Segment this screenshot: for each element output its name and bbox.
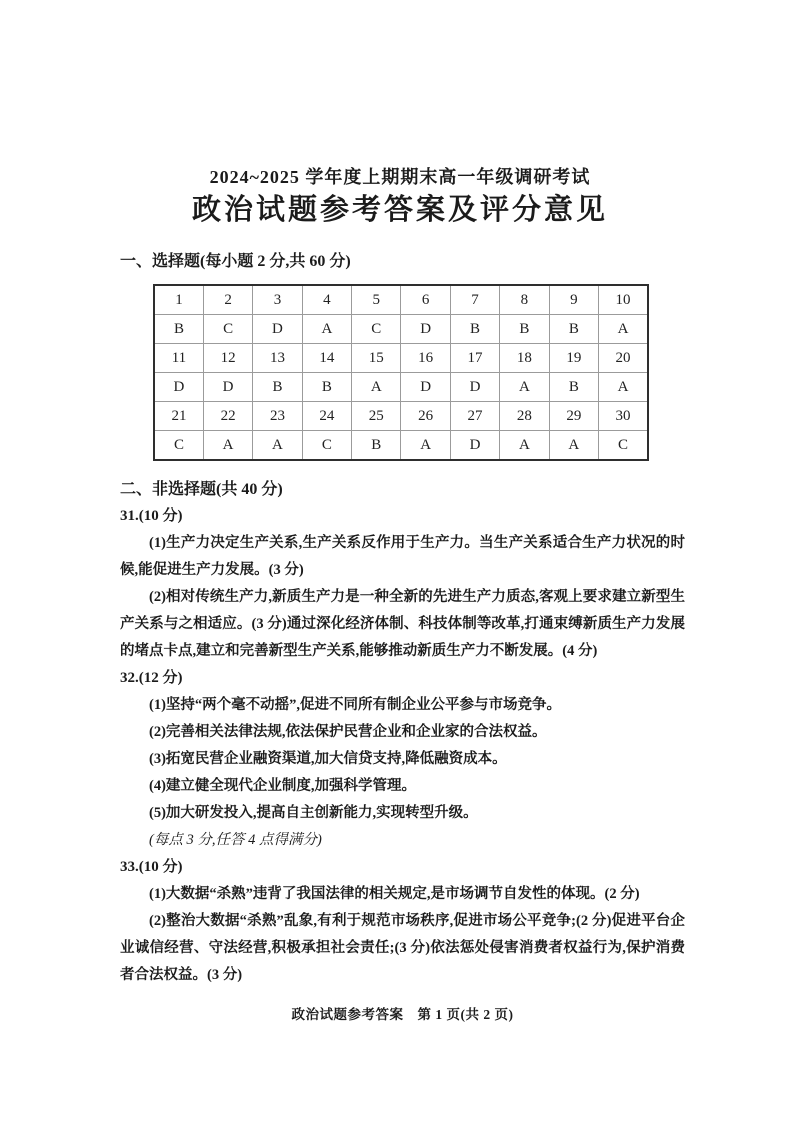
answer-table: [153, 284, 649, 461]
q32-point-4: (4)建立健全现代企业制度,加强科学管理。: [149, 778, 417, 794]
answer-table-row: [154, 315, 648, 344]
answer-cell: A: [500, 373, 549, 402]
answer-cell: A: [599, 315, 648, 344]
answer-cell: 20: [599, 344, 648, 373]
answer-table-row: [154, 373, 648, 402]
q32-point-1: (1)坚持“两个毫不动摇”,促进不同所有制企业公平参与市场竞争。: [149, 697, 562, 713]
answer-cell: A: [203, 431, 252, 461]
answer-cell: 28: [500, 402, 549, 431]
answer-cell: 19: [549, 344, 598, 373]
answer-table-row: [154, 402, 648, 431]
answer-cell: 21: [154, 402, 203, 431]
answer-cell: 13: [253, 344, 302, 373]
q33-answer-part1: (1)大数据“杀熟”违背了我国法律的相关规定,是市场调节自发性的体现。(2 分): [149, 886, 640, 902]
answer-cell: B: [549, 315, 598, 344]
answer-cell: C: [352, 315, 401, 344]
answer-cell: 16: [401, 344, 450, 373]
answer-cell: 6: [401, 285, 450, 315]
answer-cell: D: [450, 373, 499, 402]
answer-table-row: [154, 285, 648, 315]
q31-label: 31.(10 分): [120, 508, 183, 524]
answer-cell: 14: [302, 344, 351, 373]
section-nonchoice-heading: 二、非选择题(共 40 分): [120, 481, 283, 498]
answer-cell: 12: [203, 344, 252, 373]
answer-cell: 24: [302, 402, 351, 431]
answer-cell: 23: [253, 402, 302, 431]
answer-cell: B: [154, 315, 203, 344]
answer-cell: C: [302, 431, 351, 461]
answer-cell: C: [154, 431, 203, 461]
answer-table-body: [154, 285, 648, 460]
answer-cell: A: [401, 431, 450, 461]
answer-table-row: [154, 431, 648, 461]
answer-cell: 26: [401, 402, 450, 431]
answer-cell: 18: [500, 344, 549, 373]
answer-cell: C: [599, 431, 648, 461]
answer-cell: D: [253, 315, 302, 344]
page-footer: 政治试题参考答案 第 1 页(共 2 页): [291, 1007, 514, 1022]
answer-cell: 8: [500, 285, 549, 315]
document-header: [0, 0, 800, 228]
q31-answer-part2: (2)相对传统生产力,新质生产力是一种全新的先进生产力质态,客观上要求建立新型生产关系与之相适应。(3 分)通过深化经济体制、科技体制等改革,打通束缚新质生产力发展的堵点卡点,建立和完善新型生产关系,能够推动新质生产力不断发展。(4 分): [120, 589, 685, 659]
document-title: 政治试题参考答案及评分意见: [191, 194, 608, 226]
answer-cell: 4: [302, 285, 351, 315]
answer-cell: A: [599, 373, 648, 402]
answer-cell: B: [500, 315, 549, 344]
answer-cell: 22: [203, 402, 252, 431]
answer-cell: A: [253, 431, 302, 461]
q32-point-5: (5)加大研发投入,提高自主创新能力,实现转型升级。: [149, 805, 478, 821]
answer-cell: 29: [549, 402, 598, 431]
answer-cell: 1: [154, 285, 203, 315]
answer-cell: 27: [450, 402, 499, 431]
answer-cell: 11: [154, 344, 203, 373]
answer-cell: D: [154, 373, 203, 402]
answer-cell: D: [401, 315, 450, 344]
answer-cell: 3: [253, 285, 302, 315]
answer-cell: B: [253, 373, 302, 402]
answer-cell: 2: [203, 285, 252, 315]
answer-cell: B: [302, 373, 351, 402]
q31-answer-part1: (1)生产力决定生产关系,生产关系反作用于生产力。当生产关系适合生产力状况的时候,能促进生产力发展。(3 分): [120, 535, 685, 578]
q33-label: 33.(10 分): [120, 859, 183, 875]
answer-cell: 9: [549, 285, 598, 315]
q32-label: 32.(12 分): [120, 670, 183, 686]
answer-cell: A: [352, 373, 401, 402]
q32-scoring-note: (每点 3 分,任答 4 点得满分): [149, 832, 322, 848]
answer-cell: 15: [352, 344, 401, 373]
q32-point-2: (2)完善相关法律法规,依法保护民营企业和企业家的合法权益。: [149, 724, 547, 740]
answer-cell: B: [450, 315, 499, 344]
answer-table-row: [154, 344, 648, 373]
answer-cell: B: [549, 373, 598, 402]
answer-cell: 17: [450, 344, 499, 373]
answer-cell: D: [450, 431, 499, 461]
answer-cell: 7: [450, 285, 499, 315]
answer-cell: C: [203, 315, 252, 344]
answer-cell: A: [549, 431, 598, 461]
answer-cell: B: [352, 431, 401, 461]
answer-cell: A: [302, 315, 351, 344]
answer-cell: 5: [352, 285, 401, 315]
section-choice-heading: 一、选择题(每小题 2 分,共 60 分): [120, 253, 351, 270]
q32-point-3: (3)拓宽民营企业融资渠道,加大信贷支持,降低融资成本。: [149, 751, 507, 767]
answer-cell: A: [500, 431, 549, 461]
answer-cell: 30: [599, 402, 648, 431]
exam-session-title: 2024~2025 学年度上期期末高一年级调研考试: [209, 167, 591, 187]
answer-cell: D: [401, 373, 450, 402]
answer-cell: D: [203, 373, 252, 402]
document-body: [0, 250, 800, 1023]
q33-answer-part2: (2)整治大数据“杀熟”乱象,有利于规范市场秩序,促进市场公平竞争;(2 分)促进平台企业诚信经营、守法经营,积极承担社会责任;(3 分)依法惩处侵害消费者权益行为,保护消费者合法权益。(3 分): [120, 913, 685, 983]
answer-cell: 10: [599, 285, 648, 315]
answer-cell: 25: [352, 402, 401, 431]
